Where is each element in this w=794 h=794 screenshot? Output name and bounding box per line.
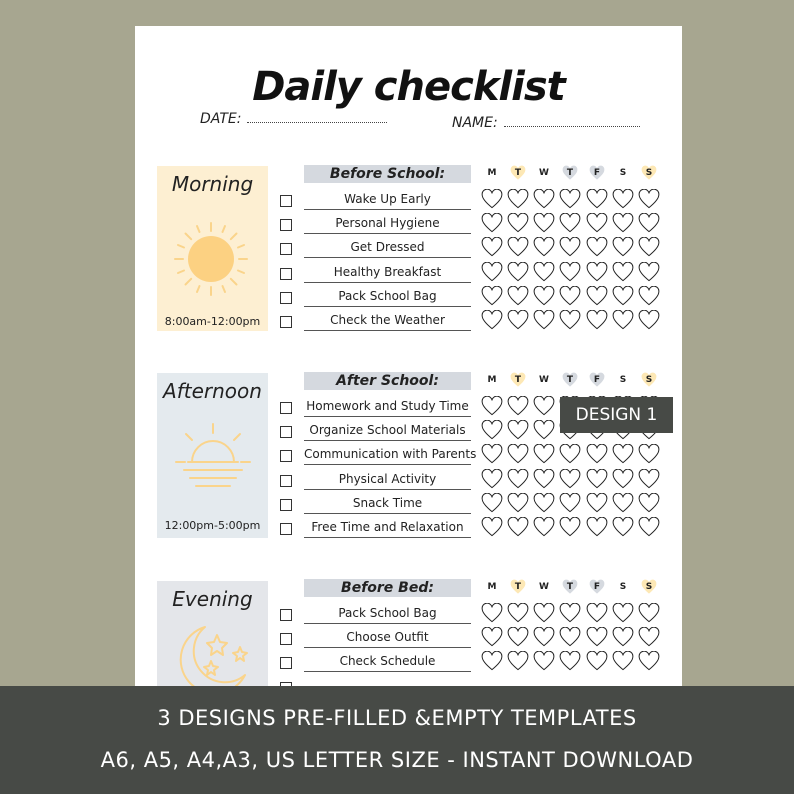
day-label	[640, 580, 658, 594]
period-name: Morning	[171, 172, 254, 196]
heart-checkbox-icon[interactable]	[533, 651, 555, 671]
period-afternoon	[157, 373, 268, 538]
day-label	[588, 166, 606, 180]
date-field	[200, 110, 387, 127]
heart-checkbox-icon[interactable]	[533, 493, 555, 513]
heart-checkbox-icon[interactable]	[507, 310, 529, 330]
heart-checkbox-icon[interactable]	[481, 627, 503, 647]
heart-checkbox-icon[interactable]	[507, 262, 529, 282]
heart-checkbox-icon[interactable]	[612, 444, 634, 464]
task-checkbox[interactable]	[280, 633, 292, 645]
day-label	[483, 373, 501, 387]
task-checkbox[interactable]	[280, 609, 292, 621]
day-letter: T	[566, 582, 574, 592]
heart-checkbox-icon[interactable]	[638, 603, 660, 623]
heart-checkbox-icon[interactable]	[612, 262, 634, 282]
name-field	[452, 114, 640, 131]
day-label	[614, 373, 632, 387]
period-morning	[157, 166, 268, 331]
heart-checkbox-icon[interactable]	[507, 286, 529, 306]
heart-checkbox-icon[interactable]	[612, 651, 634, 671]
promo-banner	[0, 686, 794, 794]
heart-checkbox-icon[interactable]	[533, 420, 555, 440]
heart-checkbox-icon[interactable]	[507, 396, 529, 416]
heart-checkbox-icon[interactable]	[559, 469, 581, 489]
heart-checkbox-icon[interactable]	[481, 189, 503, 209]
heart-checkbox-icon[interactable]	[638, 286, 660, 306]
heart-checkbox-icon[interactable]	[507, 420, 529, 440]
heart-checkbox-icon[interactable]	[612, 469, 634, 489]
heart-checkbox-icon[interactable]	[507, 189, 529, 209]
day-label	[535, 580, 553, 594]
heart-checkbox-icon[interactable]	[586, 189, 608, 209]
heart-checkbox-icon[interactable]	[481, 603, 503, 623]
task-checkbox[interactable]	[280, 426, 292, 438]
sun-icon	[171, 219, 251, 299]
day-letter: T	[514, 168, 522, 178]
day-letter: W	[539, 168, 549, 178]
task-checkbox[interactable]	[280, 316, 292, 328]
task-label: Check Schedule	[304, 652, 471, 672]
task-row	[280, 628, 471, 650]
task-checkbox[interactable]	[280, 195, 292, 207]
day-label	[483, 580, 501, 594]
task-row	[280, 287, 471, 309]
heart-checkbox-icon[interactable]	[533, 517, 555, 537]
heart-checkbox-icon[interactable]	[507, 603, 529, 623]
heart-checkbox-icon[interactable]	[533, 286, 555, 306]
day-letter: W	[539, 582, 549, 592]
day-label	[483, 166, 501, 180]
heart-checkbox-icon[interactable]	[586, 310, 608, 330]
heart-checkbox-icon[interactable]	[586, 651, 608, 671]
heart-checkbox-icon[interactable]	[586, 237, 608, 257]
task-checkbox[interactable]	[280, 243, 292, 255]
heart-checkbox-icon[interactable]	[481, 493, 503, 513]
heart-checkbox-icon[interactable]	[638, 627, 660, 647]
day-letter: F	[593, 582, 601, 592]
heart-checkbox-icon[interactable]	[507, 213, 529, 233]
task-label: Choose Outfit	[304, 628, 471, 648]
heart-checkbox-icon[interactable]	[612, 627, 634, 647]
task-label: Pack School Bag	[304, 287, 471, 307]
heart-checkbox-icon[interactable]	[586, 444, 608, 464]
task-row	[280, 445, 477, 467]
heart-checkbox-icon[interactable]	[612, 310, 634, 330]
heart-checkbox-icon[interactable]	[481, 237, 503, 257]
day-letter: T	[566, 168, 574, 178]
task-label: Physical Activity	[304, 470, 471, 490]
task-label: Communication with Parents	[304, 445, 471, 465]
heart-checkbox-icon[interactable]	[559, 310, 581, 330]
heart-checkbox-icon[interactable]	[638, 213, 660, 233]
heart-checkbox-icon[interactable]	[612, 189, 634, 209]
day-label	[561, 373, 579, 387]
heart-checkbox-icon[interactable]	[586, 517, 608, 537]
heart-checkbox-icon[interactable]	[638, 517, 660, 537]
heart-checkbox-icon[interactable]	[612, 603, 634, 623]
heart-checkbox-icon[interactable]	[533, 310, 555, 330]
heart-checkbox-icon[interactable]	[612, 213, 634, 233]
heart-checkbox-icon[interactable]	[559, 517, 581, 537]
moon-stars-icon	[165, 623, 255, 686]
heart-checkbox-icon[interactable]	[507, 469, 529, 489]
day-letter: T	[514, 582, 522, 592]
day-label	[561, 580, 579, 594]
heart-checkbox-icon[interactable]	[481, 444, 503, 464]
heart-checkbox-icon[interactable]	[612, 286, 634, 306]
banner-line-1: 3 DESIGNS PRE-FILLED &EMPTY TEMPLATES	[157, 706, 637, 730]
heart-checkbox-icon[interactable]	[559, 627, 581, 647]
task-row	[280, 238, 471, 260]
day-label	[588, 580, 606, 594]
sunset-icon	[168, 419, 258, 499]
day-letter: M	[487, 582, 497, 592]
heart-checkbox-icon[interactable]	[559, 189, 581, 209]
heart-checkbox-icon[interactable]	[586, 213, 608, 233]
task-label: Healthy Breakfast	[304, 263, 471, 283]
section-header: Before Bed:	[304, 579, 471, 597]
day-label	[535, 373, 553, 387]
heart-checkbox-icon[interactable]	[533, 237, 555, 257]
date-label: DATE:	[200, 111, 242, 127]
task-checkbox[interactable]	[280, 475, 292, 487]
period-time: 12:00pm-5:00pm	[164, 519, 261, 532]
heart-checkbox-icon[interactable]	[612, 237, 634, 257]
heart-checkbox-icon[interactable]	[559, 493, 581, 513]
day-letter: S	[619, 375, 627, 385]
period-time: 8:00am-12:00pm	[164, 315, 261, 328]
section-header: Before School:	[304, 165, 471, 183]
day-letter: S	[645, 168, 653, 178]
day-letter: T	[566, 375, 574, 385]
day-label	[509, 373, 527, 387]
heart-checkbox-icon[interactable]	[586, 627, 608, 647]
task-checkbox[interactable]	[280, 523, 292, 535]
day-letter: S	[619, 582, 627, 592]
task-row	[280, 190, 471, 212]
section-header: After School:	[304, 372, 471, 390]
day-letter: S	[619, 168, 627, 178]
banner-line-2: A6, A5, A4,A3, US LETTER SIZE - INSTANT DOWNLOAD	[100, 748, 694, 772]
task-checkbox[interactable]	[280, 292, 292, 304]
heart-checkbox-icon[interactable]	[638, 651, 660, 671]
task-row	[280, 311, 471, 333]
task-label: Wake Up Early	[304, 190, 471, 210]
heart-checkbox-icon[interactable]	[612, 493, 634, 513]
task-label: Snack Time	[304, 494, 471, 514]
task-label: Check the Weather	[304, 311, 471, 331]
heart-checkbox-icon[interactable]	[481, 213, 503, 233]
task-label: Get Dressed	[304, 238, 471, 258]
day-letter: S	[645, 375, 653, 385]
task-checkbox[interactable]	[280, 657, 292, 669]
day-letter: M	[487, 168, 497, 178]
task-label: Homework and Study Time	[304, 397, 471, 417]
day-letter: W	[539, 375, 549, 385]
heart-checkbox-icon[interactable]	[533, 262, 555, 282]
task-checkbox[interactable]	[280, 402, 292, 414]
date-line[interactable]	[247, 110, 387, 123]
heart-checkbox-icon[interactable]	[533, 396, 555, 416]
heart-checkbox-icon[interactable]	[586, 493, 608, 513]
period-evening	[157, 581, 268, 686]
heart-checkbox-icon[interactable]	[586, 286, 608, 306]
heart-checkbox-icon[interactable]	[533, 627, 555, 647]
heart-checkbox-icon[interactable]	[638, 469, 660, 489]
day-label	[509, 580, 527, 594]
day-letter: F	[593, 168, 601, 178]
task-checkbox[interactable]	[280, 499, 292, 511]
name-label: NAME:	[452, 115, 498, 131]
heart-checkbox-icon[interactable]	[481, 651, 503, 671]
task-label: Organize School Materials	[304, 421, 471, 441]
heart-checkbox-icon[interactable]	[559, 286, 581, 306]
day-letter: M	[487, 375, 497, 385]
task-row	[280, 421, 471, 443]
heart-checkbox-icon[interactable]	[507, 517, 529, 537]
heart-checkbox-icon[interactable]	[638, 310, 660, 330]
heart-checkbox-icon[interactable]	[586, 262, 608, 282]
day-label	[588, 373, 606, 387]
period-name: Afternoon	[163, 379, 262, 403]
heart-checkbox-icon[interactable]	[638, 493, 660, 513]
heart-checkbox-icon[interactable]	[586, 603, 608, 623]
heart-checkbox-icon[interactable]	[638, 189, 660, 209]
heart-checkbox-icon[interactable]	[481, 420, 503, 440]
task-row	[280, 518, 471, 540]
task-row	[280, 263, 471, 285]
task-label: Pack School Bag	[304, 604, 471, 624]
task-row	[280, 214, 471, 236]
heart-checkbox-icon[interactable]	[533, 603, 555, 623]
design-badge: DESIGN 1	[560, 397, 673, 433]
day-label	[614, 580, 632, 594]
heart-checkbox-icon[interactable]	[638, 444, 660, 464]
task-checkbox[interactable]	[280, 450, 292, 462]
heart-checkbox-icon[interactable]	[481, 517, 503, 537]
task-checkbox[interactable]	[280, 268, 292, 280]
day-label	[509, 166, 527, 180]
name-line[interactable]	[504, 114, 640, 127]
heart-checkbox-icon[interactable]	[612, 517, 634, 537]
period-name: Evening	[172, 587, 253, 611]
task-row	[280, 652, 471, 674]
day-label	[535, 166, 553, 180]
heart-checkbox-icon[interactable]	[507, 493, 529, 513]
heart-checkbox-icon[interactable]	[559, 444, 581, 464]
heart-checkbox-icon[interactable]	[507, 651, 529, 671]
heart-checkbox-icon[interactable]	[481, 469, 503, 489]
day-label	[640, 166, 658, 180]
task-label: Personal Hygiene	[304, 214, 471, 234]
heart-checkbox-icon[interactable]	[533, 213, 555, 233]
day-letter: T	[514, 375, 522, 385]
task-label: Free Time and Relaxation	[304, 518, 471, 538]
heart-checkbox-icon[interactable]	[559, 262, 581, 282]
heart-checkbox-icon[interactable]	[481, 310, 503, 330]
heart-checkbox-icon[interactable]	[481, 262, 503, 282]
heart-checkbox-icon[interactable]	[507, 237, 529, 257]
heart-checkbox-icon[interactable]	[638, 237, 660, 257]
task-row	[280, 604, 471, 626]
task-checkbox[interactable]	[280, 219, 292, 231]
heart-checkbox-icon[interactable]	[533, 189, 555, 209]
heart-checkbox-icon[interactable]	[638, 262, 660, 282]
page-title: Daily checklist	[252, 64, 565, 110]
heart-checkbox-icon[interactable]	[533, 444, 555, 464]
heart-checkbox-icon[interactable]	[533, 469, 555, 489]
heart-checkbox-icon[interactable]	[507, 444, 529, 464]
task-row	[280, 397, 471, 419]
day-letter: F	[593, 375, 601, 385]
day-label	[640, 373, 658, 387]
heart-checkbox-icon[interactable]	[586, 469, 608, 489]
day-letter: S	[645, 582, 653, 592]
heart-checkbox-icon[interactable]	[559, 651, 581, 671]
heart-checkbox-icon[interactable]	[507, 627, 529, 647]
heart-checkbox-icon[interactable]	[559, 237, 581, 257]
task-row	[280, 494, 471, 516]
heart-checkbox-icon[interactable]	[559, 213, 581, 233]
heart-checkbox-icon[interactable]	[559, 603, 581, 623]
heart-checkbox-icon[interactable]	[481, 396, 503, 416]
day-label	[561, 166, 579, 180]
day-label	[614, 166, 632, 180]
task-row	[280, 470, 471, 492]
heart-checkbox-icon[interactable]	[481, 286, 503, 306]
